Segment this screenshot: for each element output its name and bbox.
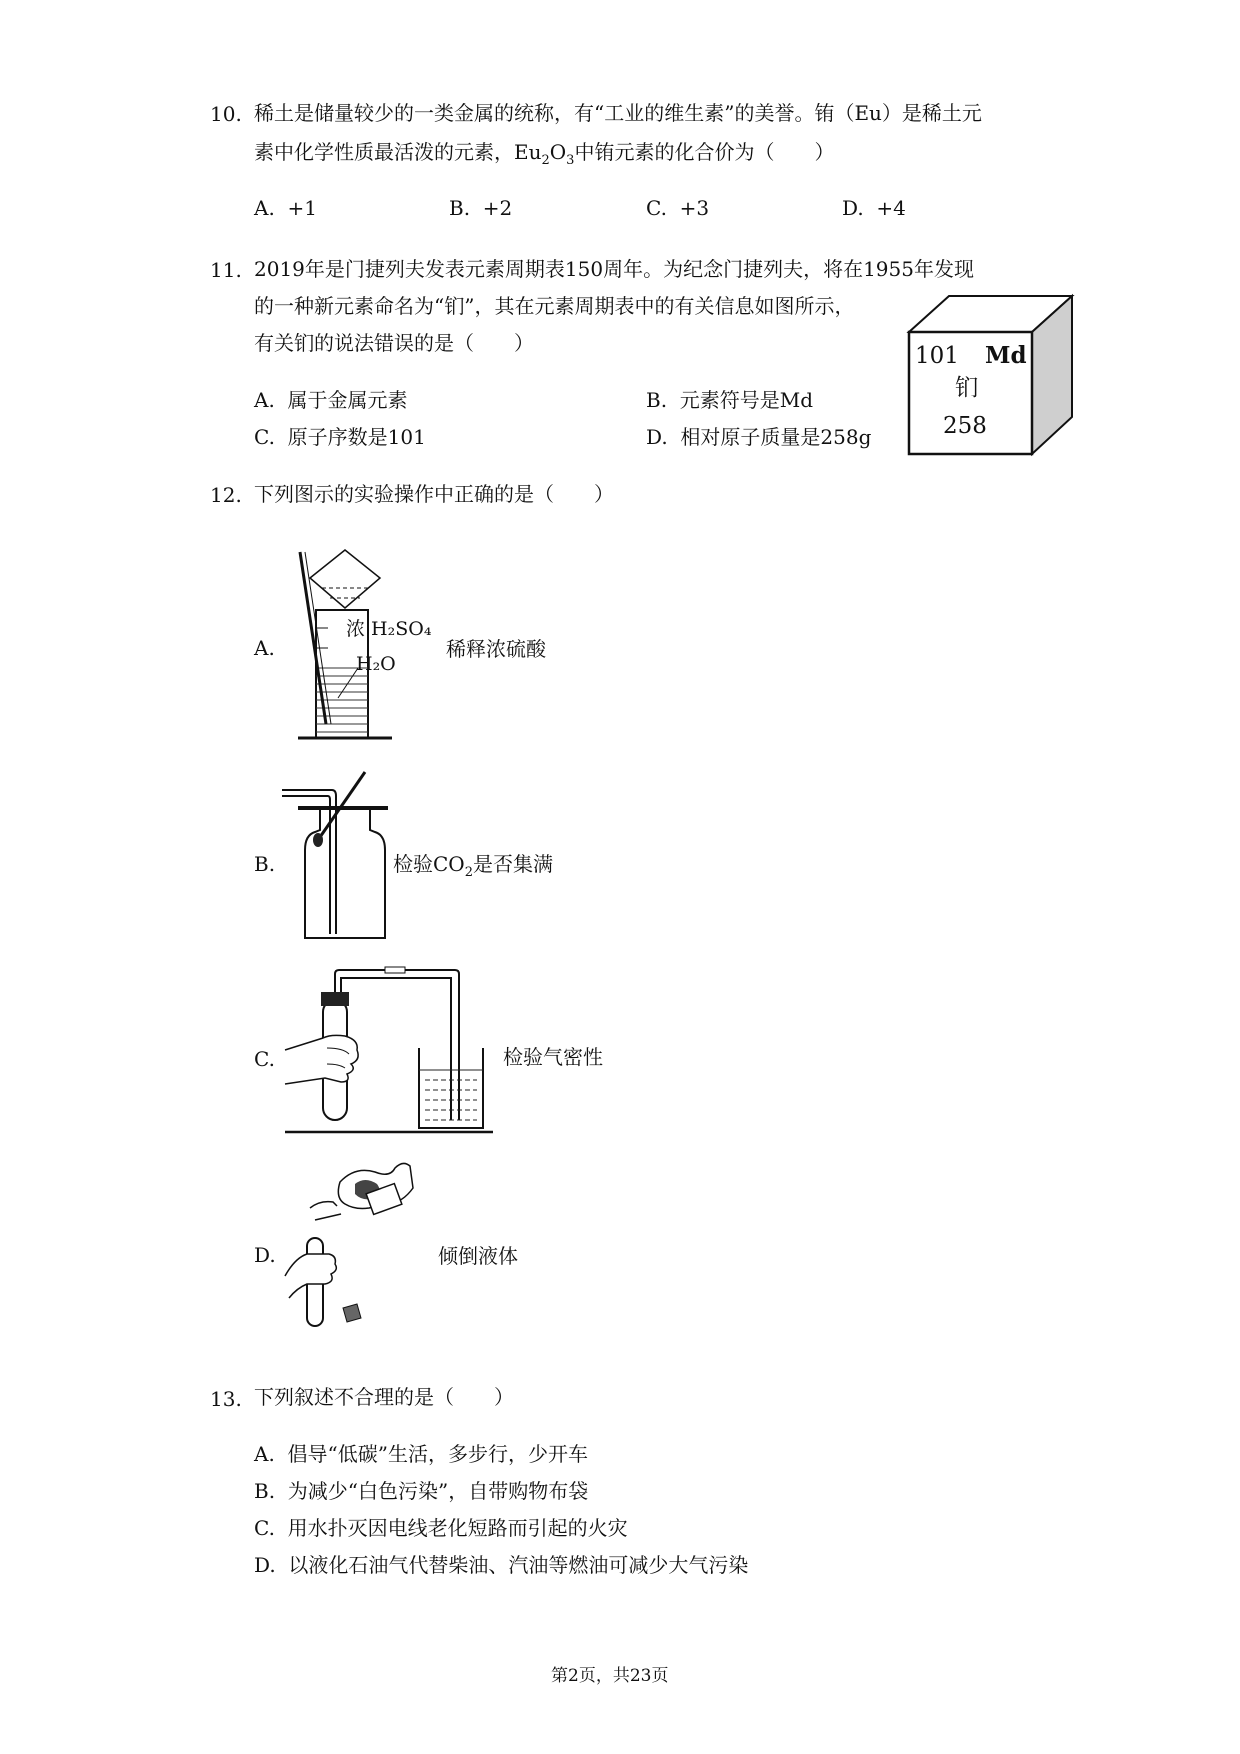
element-symbol: Md	[985, 342, 1027, 369]
subscript: 2	[541, 153, 550, 168]
text-run: 素中化学性质最活泼的元素，Eu	[254, 140, 542, 164]
airtightness-figure	[285, 970, 495, 1140]
element-name: 钔	[955, 375, 978, 401]
option-c: C. 用水扑灭因电线老化短路而引起的火灾	[254, 1516, 628, 1540]
option-b-label: B.	[254, 852, 276, 876]
option-c-caption: 检验气密性	[503, 1045, 603, 1069]
question-text-line: 2019年是门捷列夫发表元素周期表150周年。为纪念门捷列夫，将在1955年发现	[254, 257, 974, 281]
option-a: A. 属于金属元素	[254, 388, 408, 412]
question-text-line: 有关钔的说法错误的是（ ）	[254, 331, 534, 355]
option-d-caption: 倾倒液体	[438, 1244, 518, 1268]
option-d: D. 相对原子质量是258g	[646, 425, 872, 449]
subscript: 3	[566, 153, 575, 168]
question-text-line: 下列叙述不合理的是（ ）	[254, 1385, 514, 1409]
element-card-figure	[905, 292, 1075, 462]
text-run: 中铕元素的化合价为（ ）	[574, 140, 835, 164]
option-d: D. +4	[842, 196, 906, 220]
question-text-line	[254, 140, 834, 173]
option-c: C. +3	[646, 196, 710, 220]
option-c-label: C.	[254, 1047, 275, 1071]
question-number: 12.	[210, 483, 242, 507]
text-run: O	[549, 140, 567, 164]
option-c: C. 原子序数是101	[254, 425, 426, 449]
element-mass: 258	[943, 413, 987, 439]
question-number: 10.	[210, 102, 242, 126]
option-a-label: A.	[254, 636, 275, 660]
option-b: B. +2	[449, 196, 513, 220]
option-a-caption: 稀释浓硫酸	[446, 637, 546, 661]
question-text-line: 稀土是储量较少的一类金属的统称，有“工业的维生素”的美誉。铕（Eu）是稀土元	[254, 101, 982, 125]
figure-label: H₂O	[356, 653, 396, 675]
option-d: D. 以液化石油气代替柴油、汽油等燃油可减少大气污染	[254, 1553, 749, 1577]
option-b-caption: 检验$CO_2$是否集满	[393, 852, 553, 880]
option-a: A. +1	[254, 196, 318, 220]
dilute-acid-figure	[280, 548, 450, 748]
pour-liquid-figure	[285, 1158, 435, 1338]
option-a: A. 倡导“低碳”生活，多步行，少开车	[254, 1442, 588, 1466]
question-text-line: 的一种新元素命名为“钔”，其在元素周期表中的有关信息如图所示，	[254, 294, 855, 318]
option-b: B. 为减少“白色污染”，自带购物布袋	[254, 1479, 589, 1503]
question-number: 13.	[210, 1387, 242, 1411]
option-b: B. 元素符号是Md	[646, 388, 814, 412]
page-footer: 第2页，共23页	[551, 1666, 669, 1686]
element-atomic-number: 101	[915, 343, 959, 369]
option-d-label: D.	[254, 1243, 276, 1267]
question-number: 11.	[210, 258, 242, 282]
question-text-line: 下列图示的实验操作中正确的是（ ）	[254, 482, 614, 506]
figure-label: 浓 H₂SO₄	[346, 618, 432, 640]
